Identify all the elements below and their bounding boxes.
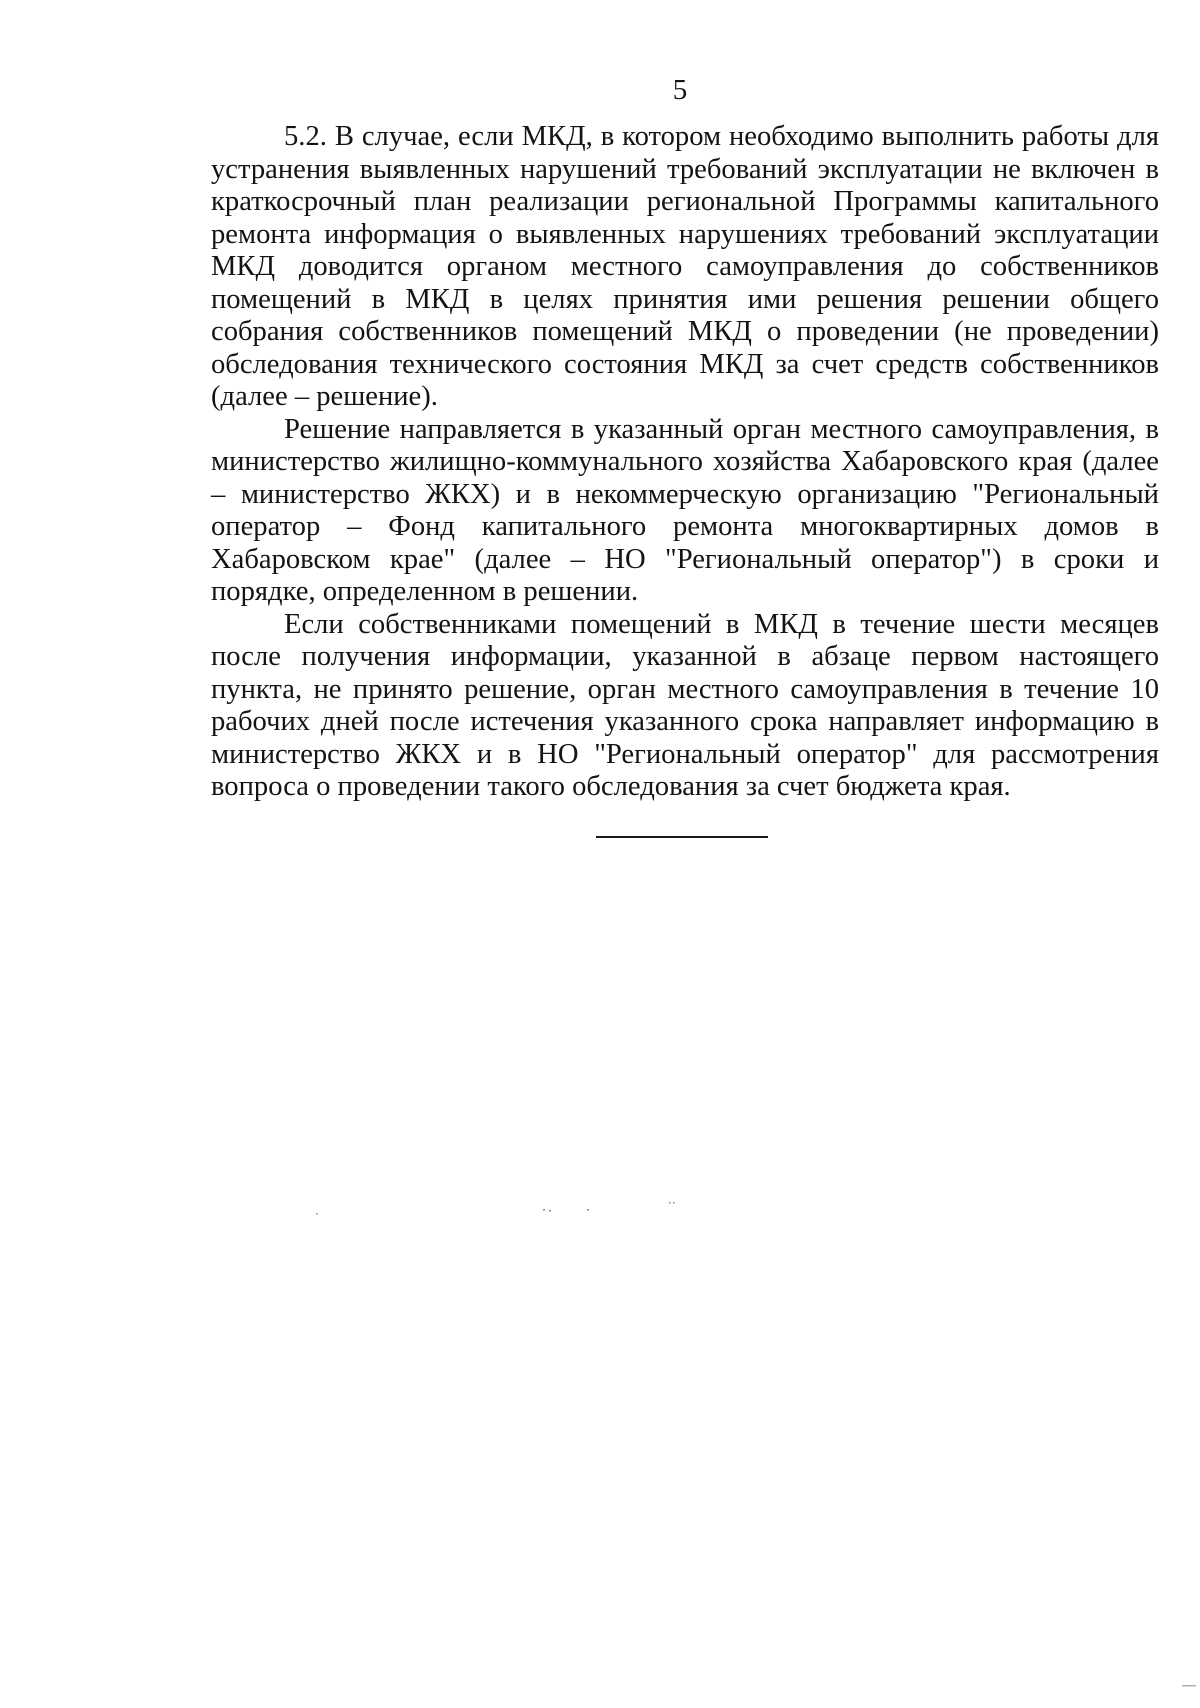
paragraph-no-decision: Если собственниками помещений в МКД в течение шести месяцев после получения информации, указанной в абзаце первом настоящего пункта, не принято решение, орган местного самоуправления в течение 10 рабочих дней после истечения указанного срока направляет информацию в министерство ЖКХ и в НО "Региональный оператор" для рассмотрения вопроса о проведении такого обследования за счет бюджета края.: [211, 608, 1159, 802]
paragraph-5-2: 5.2. В случае, если МКД, в котором необходимо выполнить работы для устранения выявленных нарушений требований эксплуатации не включен в краткосрочный план реализации региональной Программы капитального ремонта информация о выявленных нарушениях требований эксплуатации МКД доводится органом местного самоуправления до собственников помещений в МКД в целях принятия ими решения решении общего собрания собственников помещений МКД о проведении (не проведении) обследования технического состояния МКД за счет средств собственников (далее – решение).: [211, 121, 1159, 412]
paragraph-decision-routing: Решение направляется в указанный орган местного самоуправления, в министерство жилищно-коммунального хозяйства Хабаровского края (далее – министерство ЖКХ) и в некоммерческую организацию "Региональный оператор – Фонд капитального ремонта многоквартирных домов в Хабаровском крае" (далее – НО "Региональный оператор") в сроки и порядке, определенном в решении.: [211, 413, 1159, 607]
page-number: 5: [672, 74, 688, 106]
